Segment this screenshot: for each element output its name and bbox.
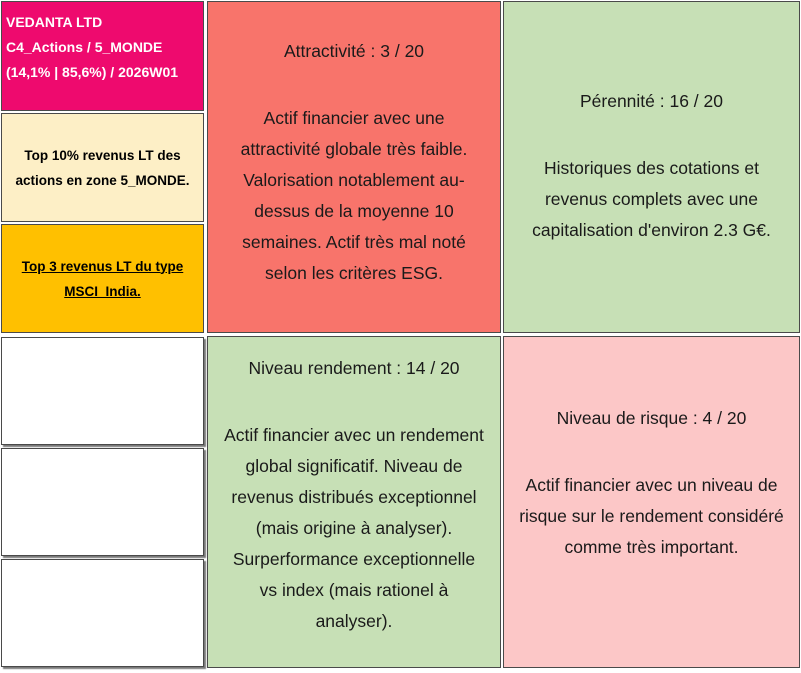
- risque-title: Niveau de risque : 4 / 20: [556, 408, 747, 428]
- asset-header-card: [1, 1, 204, 111]
- attractivite-description: Actif financier avec une attractivité globale très faible. Valorisation notablement au-dessus de la moyenne 10 semaines. Actif très mal noté selon les critères ESG.: [240, 108, 468, 283]
- top10-tag-text: Top 10% revenus LT des actions en zone 5_MONDE.: [15, 147, 190, 188]
- top10-tag: [1, 113, 204, 222]
- rendement-description: Actif financier avec un rendement global significatif. Niveau de revenus distribués exceptionnel (mais origine à analyser). Surperformance exceptionnelle vs index (mais rationel à analyser).: [224, 425, 484, 631]
- asset-name: VEDANTA LTD: [6, 14, 103, 30]
- rendement-title: Niveau rendement : 14 / 20: [248, 358, 460, 378]
- asset-category: C4_Actions / 5_MONDE: [6, 39, 163, 55]
- empty-box-2: [1, 448, 204, 556]
- rendement-panel: [207, 336, 501, 668]
- attractivite-title: Attractivité : 3 / 20: [283, 41, 425, 61]
- attractivite-panel: [207, 1, 501, 333]
- asset-stats: (14,1% | 85,6%) / 2026W01: [6, 64, 179, 80]
- empty-box-3: [1, 559, 204, 667]
- top3-tag-text: Top 3 revenus LT du type MSCI_India.: [21, 258, 184, 299]
- top3-tag: [1, 224, 204, 333]
- empty-box-1: [1, 337, 204, 445]
- perennite-panel: [503, 1, 800, 333]
- risque-panel: [503, 336, 800, 668]
- perennite-title: Pérennité : 16 / 20: [579, 91, 724, 111]
- perennite-description: Historiques des cotations et revenus complets avec une capitalisation d'environ 2.3 G€.: [532, 158, 771, 240]
- risque-description: Actif financier avec un niveau de risque sur le rendement considéré comme très important.: [519, 475, 784, 557]
